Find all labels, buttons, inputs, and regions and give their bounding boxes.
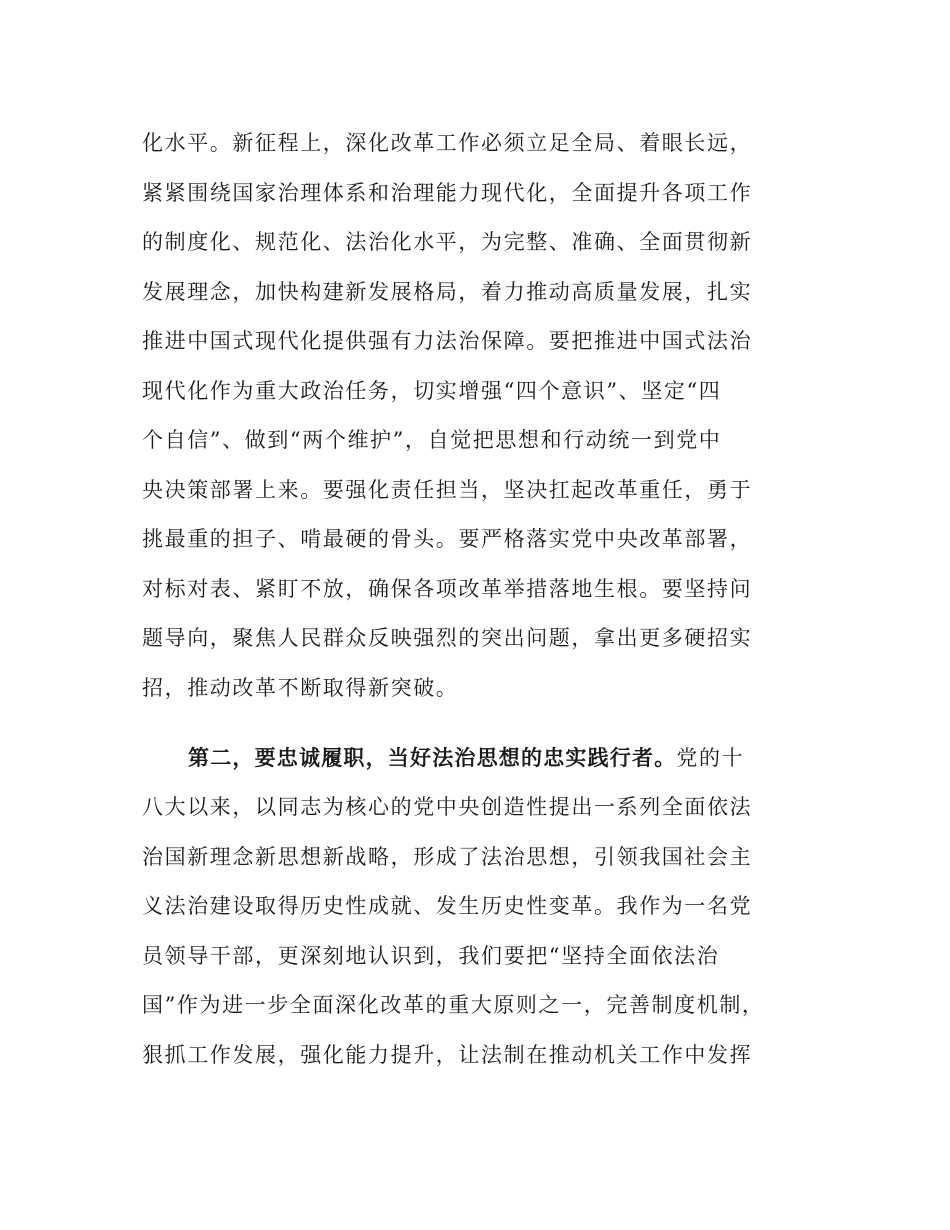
paragraph-2-first-line	[188, 741, 838, 775]
text-line: 狠抓工作发展，强化能力提升，让法制在推动机关工作中发挥	[142, 1043, 753, 1067]
text-line: 推进中国式现代化提供强有力法治保障。要把推进中国式法治	[142, 329, 753, 353]
text-line: 化水平。新征程上，深化改革工作必须立足全局、着眼长远，	[142, 131, 753, 155]
text-line: 挑最重的担子、啃最硬的骨头。要严格落实党中央改革部署，	[142, 527, 753, 551]
text-line: 的制度化、规范化、法治化水平，为完整、准确、全面贯彻新	[142, 230, 753, 254]
text-line: 个自信”、做到“两个维护”，自觉把思想和行动统一到党中	[142, 428, 722, 452]
text-line: 发展理念，加快构建新发展格局，着力推动高质量发展，扎实	[142, 280, 753, 304]
text-line: 题导向，聚焦人民群众反映强烈的突出问题，拿出更多硬招实	[142, 626, 753, 650]
text-line: 国”作为进一步全面深化改革的重大原则之一，完善制度机制，	[142, 993, 765, 1017]
text-line: 央决策部署上来。要强化责任担当，坚决扛起改革重任，勇于	[142, 478, 753, 502]
text-line: 八大以来，以同志为核心的党中央创造性提出一系列全面依法	[142, 795, 753, 819]
paragraph-2-first-line-rest: 党的十	[676, 746, 745, 770]
text-line: 员领导干部，更深刻地认识到，我们要把“坚持全面依法治	[142, 944, 720, 968]
text-line: 现代化作为重大政治任务，切实增强“四个意识”、坚定“四	[142, 379, 722, 403]
text-line: 紧紧围绕国家治理体系和治理能力现代化，全面提升各项工作	[142, 181, 753, 205]
text-line: 对标对表、紧盯不放，确保各项改革举措落地生根。要坚持问	[142, 577, 753, 601]
text-line: 治国新理念新思想新战略，形成了法治思想，引领我国社会主	[142, 845, 753, 869]
text-line: 义法治建设取得历史性成就、发生历史性变革。我作为一名党	[142, 894, 753, 918]
section-heading: 第二，要忠诚履职，当好法治思想的忠实践行者。	[188, 746, 677, 770]
text-line: 招，推动改革不断取得新突破。	[142, 676, 459, 700]
